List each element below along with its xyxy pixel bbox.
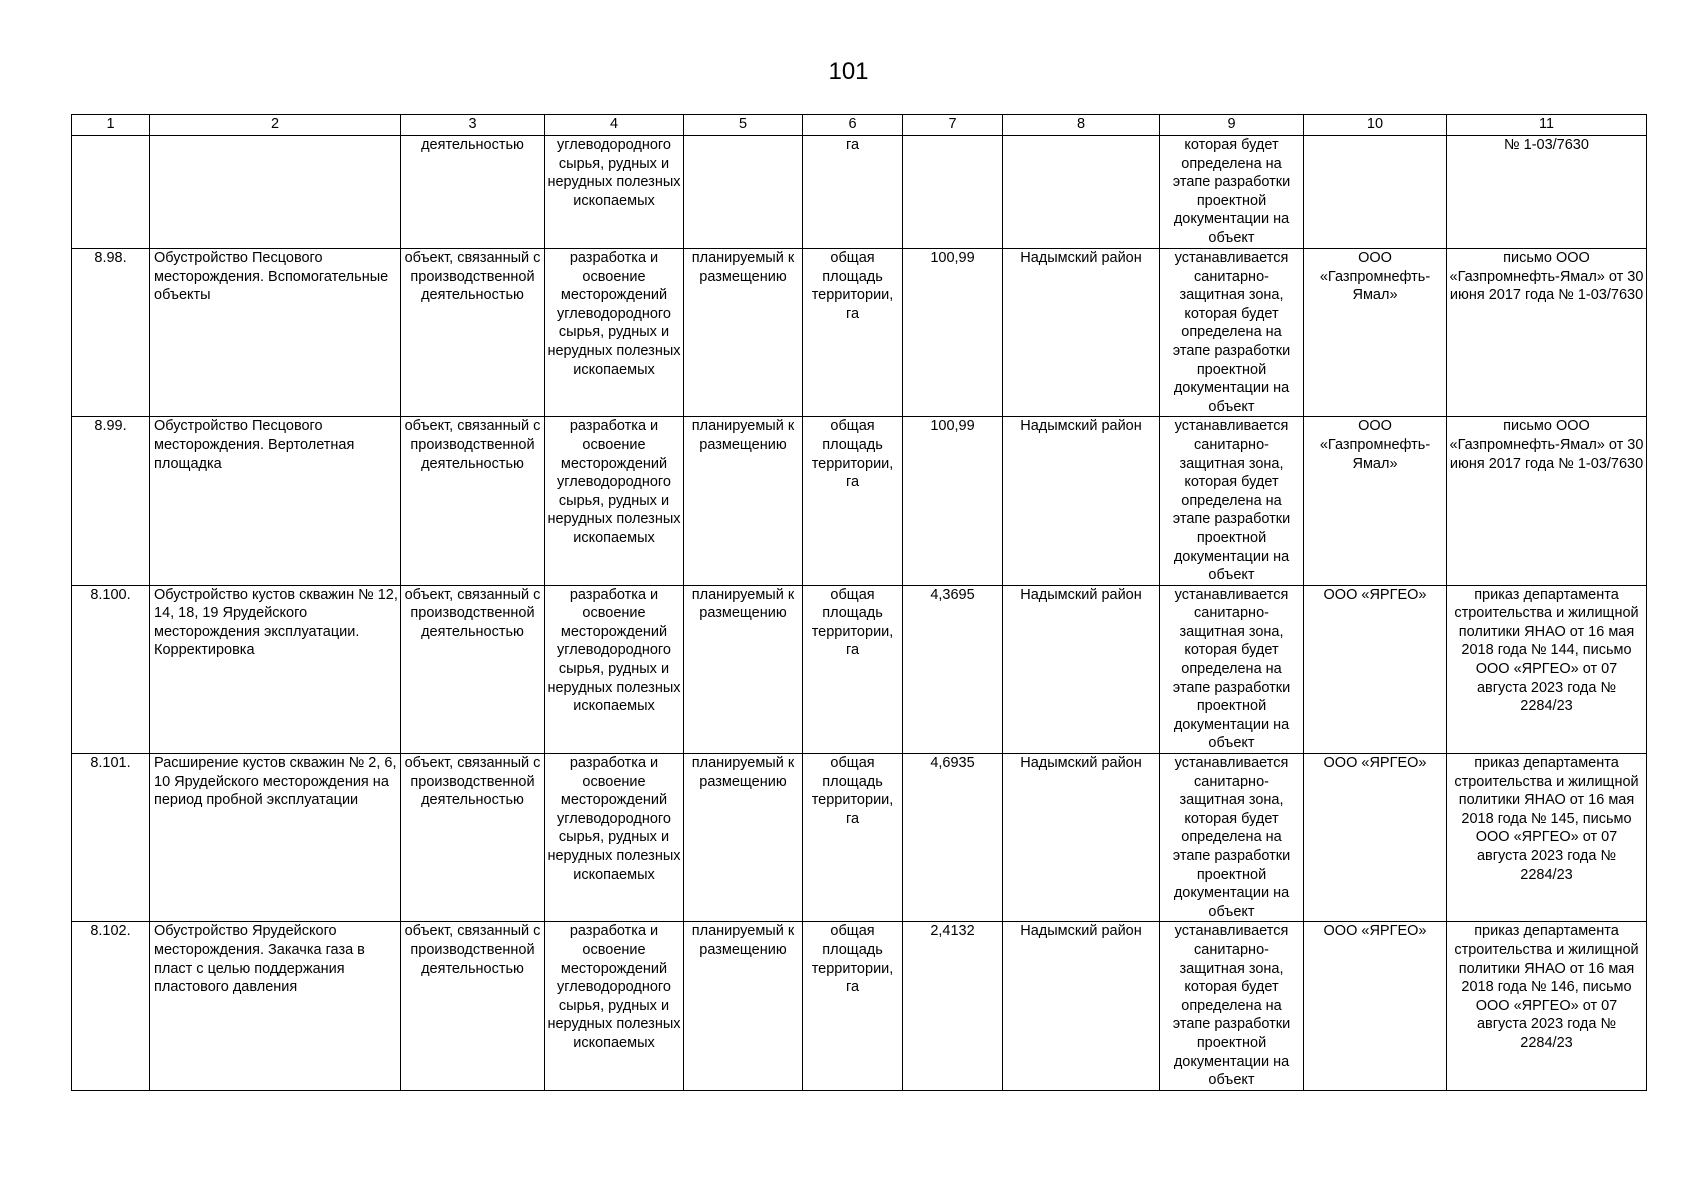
cell-zone: устанавливается санитарно-защитная зона, которая будет определена на этапе разработки проектной документации на объект (1160, 585, 1304, 753)
cell-value: 100,99 (903, 417, 1003, 585)
cell-purpose: разработка и освоение месторождений углеводородного сырья, рудных и нерудных полезных ископаемых (545, 249, 684, 417)
cell-organization: ООО «ЯРГЕО» (1304, 754, 1447, 922)
cell-number: 8.98. (72, 249, 150, 417)
cell-object-name: Обустройство кустов скважин № 12, 14, 18, 19 Ярудейского месторождения эксплуатации. Корректировка (150, 585, 401, 753)
column-header: 5 (684, 115, 803, 136)
cell-zone: устанавливается санитарно-защитная зона, которая будет определена на этапе разработки проектной документации на объект (1160, 249, 1304, 417)
cell-characteristic: га (803, 136, 903, 249)
cell-object-type: объект, связанный с производственной деятельностью (401, 922, 545, 1090)
column-header: 4 (545, 115, 684, 136)
cell-purpose: разработка и освоение месторождений углеводородного сырья, рудных и нерудных полезных ископаемых (545, 922, 684, 1090)
cell-number: 8.99. (72, 417, 150, 585)
cell-number (72, 136, 150, 249)
cell-organization (1304, 136, 1447, 249)
cell-organization: ООО «Газпромнефть-Ямал» (1304, 249, 1447, 417)
cell-purpose: разработка и освоение месторождений углеводородного сырья, рудных и нерудных полезных ископаемых (545, 585, 684, 753)
cell-location: Надымский район (1003, 249, 1160, 417)
cell-basis: письмо ООО «Газпромнефть-Ямал» от 30 июня 2017 года № 1-03/7630 (1447, 417, 1647, 585)
cell-characteristic: общая площадь территории, га (803, 417, 903, 585)
table-row (72, 249, 1647, 417)
cell-basis: приказ департамента строительства и жилищной политики ЯНАО от 16 мая 2018 года № 144, письмо ООО «ЯРГЕО» от 07 августа 2023 года № 2284/23 (1447, 585, 1647, 753)
cell-zone: устанавливается санитарно-защитная зона, которая будет определена на этапе разработки проектной документации на объект (1160, 922, 1304, 1090)
cell-value: 4,6935 (903, 754, 1003, 922)
column-number-row (72, 115, 1647, 136)
cell-organization: ООО «Газпромнефть-Ямал» (1304, 417, 1447, 585)
cell-purpose: разработка и освоение месторождений углеводородного сырья, рудных и нерудных полезных ископаемых (545, 417, 684, 585)
cell-object-name: Обустройство Песцового месторождения. Вспомогательные объекты (150, 249, 401, 417)
cell-object-name (150, 136, 401, 249)
cell-zone: устанавливается санитарно-защитная зона, которая будет определена на этапе разработки проектной документации на объект (1160, 754, 1304, 922)
column-header: 6 (803, 115, 903, 136)
column-header: 2 (150, 115, 401, 136)
cell-characteristic: общая площадь территории, га (803, 922, 903, 1090)
cell-organization: ООО «ЯРГЕО» (1304, 922, 1447, 1090)
cell-status: планируемый к размещению (684, 585, 803, 753)
cell-number: 8.102. (72, 922, 150, 1090)
column-header: 3 (401, 115, 545, 136)
cell-object-name: Обустройство Ярудейского месторождения. Закачка газа в пласт с целью поддержания пластового давления (150, 922, 401, 1090)
page-number: 101 (828, 58, 869, 85)
cell-value: 4,3695 (903, 585, 1003, 753)
table-row-continuation (72, 136, 1647, 249)
cell-basis: приказ департамента строительства и жилищной политики ЯНАО от 16 мая 2018 года № 145, письмо ООО «ЯРГЕО» от 07 августа 2023 года № 2284/23 (1447, 754, 1647, 922)
cell-characteristic: общая площадь территории, га (803, 249, 903, 417)
cell-number: 8.101. (72, 754, 150, 922)
table-row (72, 585, 1647, 753)
cell-location: Надымский район (1003, 585, 1160, 753)
cell-value (903, 136, 1003, 249)
cell-location: Надымский район (1003, 922, 1160, 1090)
cell-characteristic: общая площадь территории, га (803, 754, 903, 922)
cell-status (684, 136, 803, 249)
cell-basis: письмо ООО «Газпромнефть-Ямал» от 30 июня 2017 года № 1-03/7630 (1447, 249, 1647, 417)
cell-zone: которая будет определена на этапе разработки проектной документации на объект (1160, 136, 1304, 249)
cell-value: 2,4132 (903, 922, 1003, 1090)
table-row (72, 417, 1647, 585)
cell-status: планируемый к размещению (684, 754, 803, 922)
cell-status: планируемый к размещению (684, 922, 803, 1090)
cell-location (1003, 136, 1160, 249)
cell-object-type: объект, связанный с производственной деятельностью (401, 249, 545, 417)
table-row (72, 922, 1647, 1090)
column-header: 1 (72, 115, 150, 136)
cell-object-type: объект, связанный с производственной деятельностью (401, 585, 545, 753)
cell-value: 100,99 (903, 249, 1003, 417)
cell-object-type: деятельностью (401, 136, 545, 249)
cell-characteristic: общая площадь территории, га (803, 585, 903, 753)
cell-basis: приказ департамента строительства и жилищной политики ЯНАО от 16 мая 2018 года № 146, письмо ООО «ЯРГЕО» от 07 августа 2023 года № 2284/23 (1447, 922, 1647, 1090)
objects-table (71, 114, 1647, 1091)
cell-organization: ООО «ЯРГЕО» (1304, 585, 1447, 753)
cell-object-type: объект, связанный с производственной деятельностью (401, 417, 545, 585)
cell-status: планируемый к размещению (684, 417, 803, 585)
column-header: 10 (1304, 115, 1447, 136)
cell-object-name: Обустройство Песцового месторождения. Вертолетная площадка (150, 417, 401, 585)
cell-object-type: объект, связанный с производственной деятельностью (401, 754, 545, 922)
cell-location: Надымский район (1003, 417, 1160, 585)
column-header: 8 (1003, 115, 1160, 136)
column-header: 9 (1160, 115, 1304, 136)
cell-purpose: углеводородного сырья, рудных и нерудных полезных ископаемых (545, 136, 684, 249)
cell-object-name: Расширение кустов скважин № 2, 6, 10 Ярудейского месторождения на период пробной эксплуатации (150, 754, 401, 922)
cell-basis: № 1-03/7630 (1447, 136, 1647, 249)
column-header: 11 (1447, 115, 1647, 136)
column-header: 7 (903, 115, 1003, 136)
cell-location: Надымский район (1003, 754, 1160, 922)
cell-status: планируемый к размещению (684, 249, 803, 417)
cell-purpose: разработка и освоение месторождений углеводородного сырья, рудных и нерудных полезных ископаемых (545, 754, 684, 922)
table-row (72, 754, 1647, 922)
cell-number: 8.100. (72, 585, 150, 753)
cell-zone: устанавливается санитарно-защитная зона, которая будет определена на этапе разработки проектной документации на объект (1160, 417, 1304, 585)
